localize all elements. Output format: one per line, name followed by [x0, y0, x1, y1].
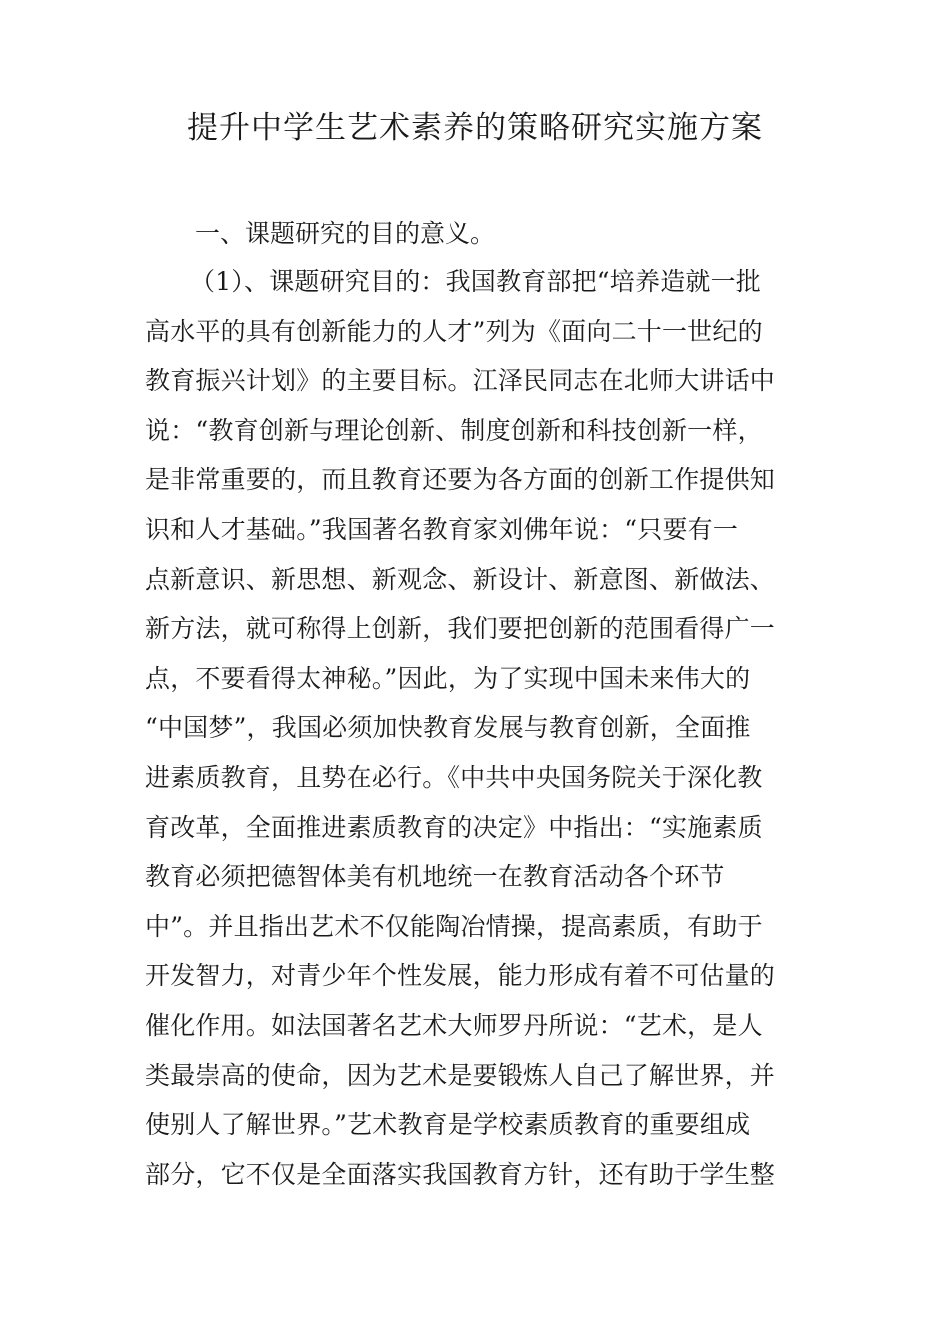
paragraph-line: （1）、课题研究目的：我国教育部把“培养造就一批 — [190, 267, 761, 296]
paragraph-line: 教育必须把德智体美有机地统一在教育活动各个环节 — [145, 862, 725, 892]
section-heading: 一、课题研究的目的意义。 — [195, 219, 496, 248]
paragraph-line: 新方法，就可称得上创新，我们要把创新的范围看得广一 — [145, 614, 776, 644]
paragraph-line: 中”。并且指出艺术不仅能陶冶情操，提高素质，有助于 — [145, 911, 763, 941]
document-title: 提升中学生艺术素养的策略研究实施方案 — [187, 110, 763, 146]
paragraph-line: 点，不要看得太神秘。”因此，为了实现中国未来伟大的 — [145, 663, 751, 693]
paragraph-line: 点新意识、新思想、新观念、新设计、新意图、新做法、 — [145, 564, 776, 594]
paragraph-line: 使别人了解世界。”艺术教育是学校素质教育的重要组成 — [145, 1110, 751, 1140]
paragraph-line: 开发智力，对青少年个性发展，能力形成有着不可估量的 — [145, 961, 776, 991]
body-paragraph — [145, 257, 795, 1199]
paragraph-line: 育改革，全面推进素质教育的决定》中指出：“实施素质 — [145, 812, 763, 842]
paragraph-line: “中国梦”，我国必须加快教育发展与教育创新，全面推 — [145, 713, 751, 743]
paragraph-line: 说：“教育创新与理论创新、制度创新和科技创新一样， — [145, 415, 763, 445]
paragraph-line: 进素质教育，且势在必行。《中共中央国务院关于深化教 — [145, 762, 763, 792]
paragraph-line: 高水平的具有创新能力的人才”列为《面向二十一世纪的 — [145, 316, 763, 346]
paragraph-line: 类最崇高的使命，因为艺术是要锻炼人自己了解世界，并 — [145, 1060, 776, 1090]
paragraph-line: 教育振兴计划》的主要目标。江泽民同志在北师大讲话中 — [145, 366, 776, 396]
paragraph-line: 识和人才基础。”我国著名教育家刘佛年说：“只要有一 — [145, 514, 739, 544]
paragraph-line: 催化作用。如法国著名艺术大师罗丹所说：“艺术，是人 — [145, 1010, 763, 1040]
paragraph-line: 是非常重要的，而且教育还要为各方面的创新工作提供知 — [145, 465, 776, 495]
paragraph-line: 部分，它不仅是全面落实我国教育方针，还有助于学生整 — [145, 1159, 776, 1189]
